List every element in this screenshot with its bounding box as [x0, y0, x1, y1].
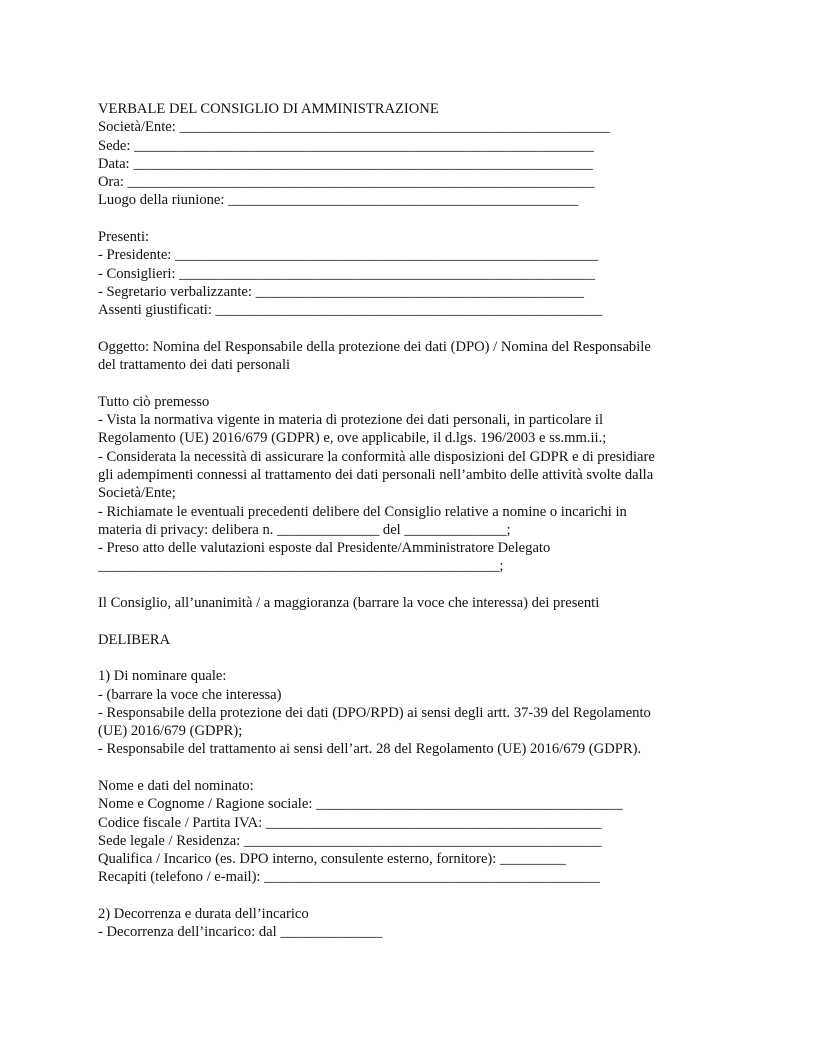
attendees-heading: Presenti:	[98, 229, 150, 246]
header-field-company: Società/Ente: ___________________________________________________________	[98, 119, 610, 136]
premise-heading: Tutto ciò premesso	[98, 393, 210, 410]
premise-line: - Richiamate le eventuali precedenti delibere del Consiglio relative a nomine o incarichi in	[98, 503, 627, 520]
section1-line: 1) Di nominare quale:	[98, 668, 227, 685]
subject-line: del trattamento dei dati personali	[98, 357, 291, 374]
nominee-field-contacts: Recapiti (telefono / e-mail): ______________________________________________	[98, 869, 600, 886]
header-field-time: Ora: ________________________________________________________________	[98, 174, 595, 191]
attendee-absent: Assenti giustificati: _____________________________________________________	[98, 302, 603, 319]
premise-line: - Preso atto delle valutazioni esposte dal Presidente/Amministratore Delegato	[98, 540, 551, 557]
spacer	[98, 612, 718, 630]
premise-line: materia di privacy: delibera n. ______________ del ______________;	[98, 521, 511, 538]
premise-line: Regolamento (UE) 2016/679 (GDPR) e, ove applicabile, il d.lgs. 196/2003 e ss.mm.ii.;	[98, 430, 607, 447]
header-field-seat: Sede: _______________________________________________________________	[98, 137, 594, 154]
spacer	[98, 649, 718, 667]
spacer	[98, 887, 718, 905]
attendee-directors: - Consiglieri: _________________________________________________________	[98, 265, 595, 282]
nominee-heading: Nome e dati del nominato:	[98, 777, 254, 794]
attendee-president: - Presidente: __________________________________________________________	[98, 247, 599, 264]
header-field-date: Data: _______________________________________________________________	[98, 155, 593, 172]
premise-line: - Considerata la necessità di assicurare la conformità alle disposizioni del GDPR e di presidiare	[98, 448, 655, 465]
council-line: Il Consiglio, all’unanimità / a maggioranza (barrare la voce che interessa) dei presenti	[98, 595, 600, 612]
section2-line: - Decorrenza dell’incarico: dal ______________	[98, 924, 383, 941]
premise-line: _______________________________________________________;	[98, 558, 504, 575]
nominee-field-taxcode: Codice fiscale / Partita IVA: ______________________________________________	[98, 814, 602, 831]
nominee-field-address: Sede legale / Residenza: _________________________________________________	[98, 832, 602, 849]
section1-line: - Responsabile della protezione dei dati (DPO/RPD) ai sensi degli artt. 37-39 del Regolamento	[98, 704, 651, 721]
spacer	[98, 210, 718, 228]
spacer	[98, 576, 718, 594]
document-title: VERBALE DEL CONSIGLIO DI AMMINISTRAZIONE	[98, 101, 439, 117]
section1-line: - Responsabile del trattamento ai sensi dell’art. 28 del Regolamento (UE) 2016/679 (GDPR).	[98, 741, 642, 758]
spacer	[98, 320, 718, 338]
deliberation-heading: DELIBERA	[98, 631, 171, 648]
header-field-place: Luogo della riunione: ________________________________________________	[98, 192, 579, 209]
premise-line: - Vista la normativa vigente in materia di protezione dei dati personali, in particolare il	[98, 412, 604, 429]
nominee-field-role: Qualifica / Incarico (es. DPO interno, consulente esterno, fornitore): _________	[98, 851, 566, 868]
premise-line: Società/Ente;	[98, 485, 176, 502]
nominee-field-name: Nome e Cognome / Ragione sociale: __________________________________________	[98, 796, 623, 813]
spacer	[98, 759, 718, 777]
spacer	[98, 374, 718, 392]
premise-line: gli adempimenti connessi al trattamento dei dati personali nell’ambito delle attività svolte dalla	[98, 466, 654, 483]
document-body	[98, 100, 718, 942]
section1-line: - (barrare la voce che interessa)	[98, 686, 282, 703]
section1-line: (UE) 2016/679 (GDPR);	[98, 723, 243, 740]
attendee-secretary: - Segretario verbalizzante: _____________________________________________	[98, 283, 584, 300]
section2-heading: 2) Decorrenza e durata dell’incarico	[98, 906, 309, 923]
subject-line: Oggetto: Nomina del Responsabile della protezione dei dati (DPO) / Nomina del Responsabile	[98, 338, 651, 355]
